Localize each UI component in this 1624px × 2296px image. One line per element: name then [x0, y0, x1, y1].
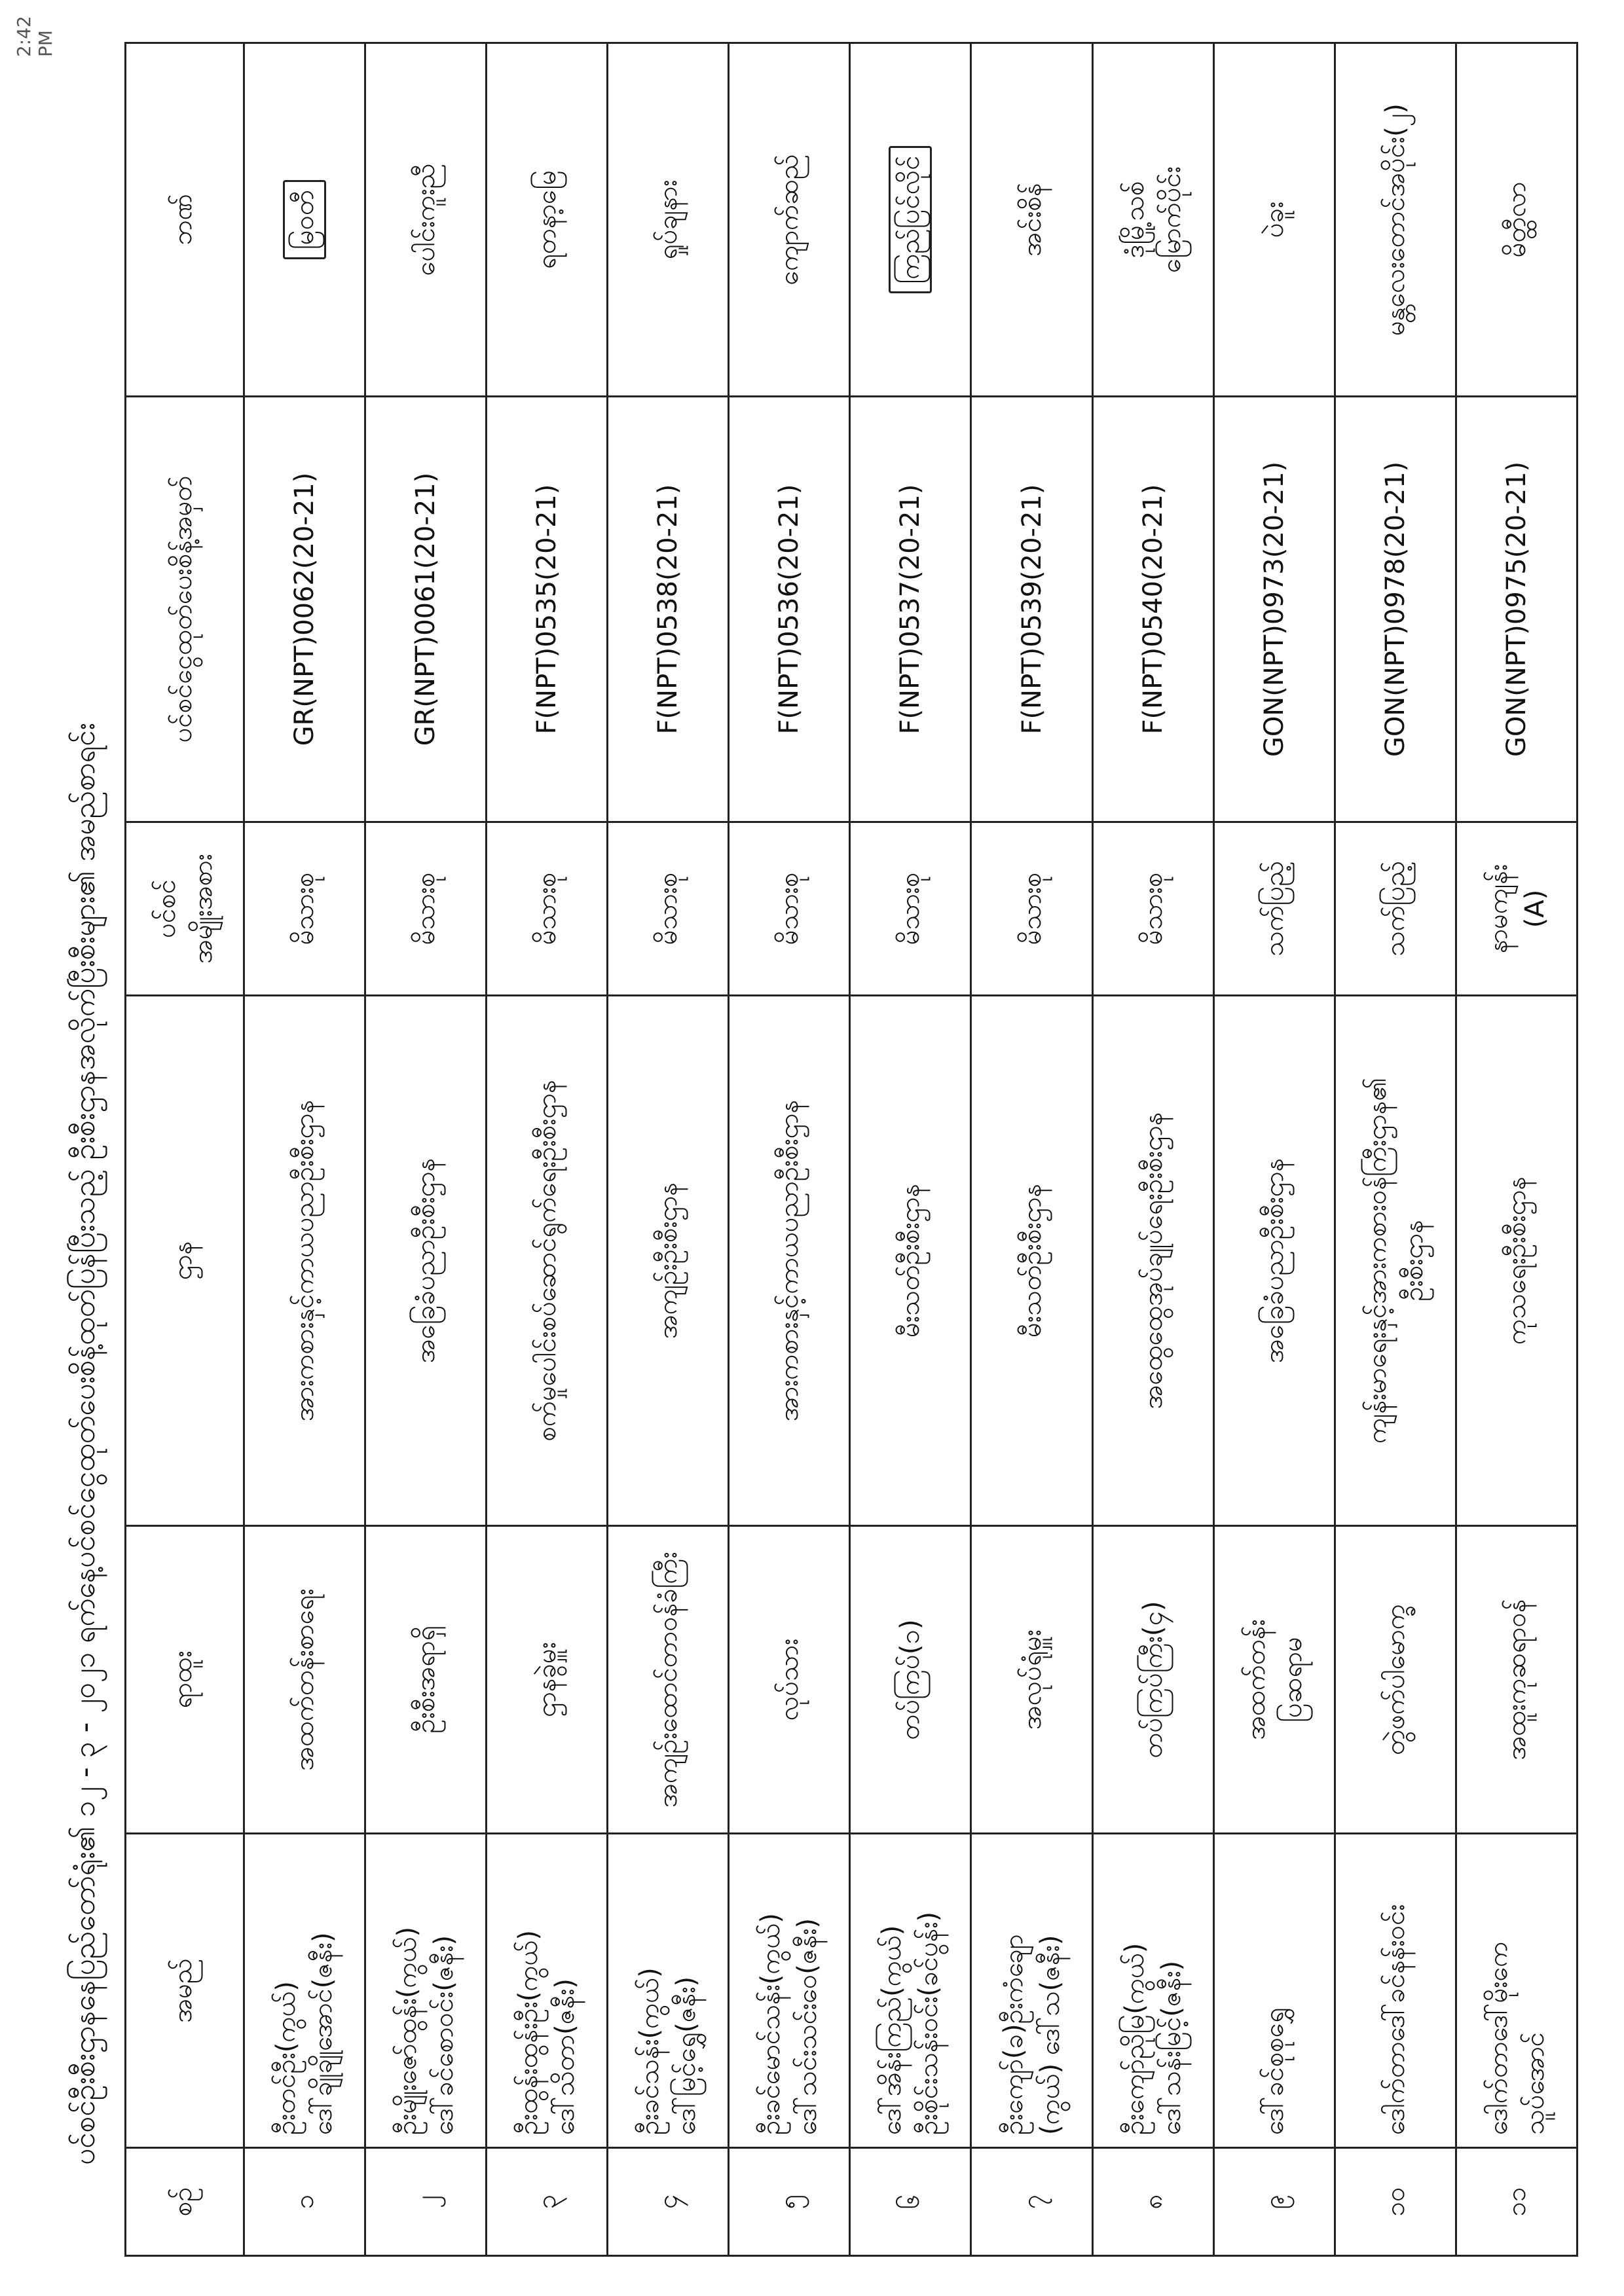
cell-rank-text: ဦးစီးအရာရှိ: [411, 1626, 441, 1734]
cell-bank: [1456, 43, 1577, 397]
cell-name-line: သူပ်အောင်: [1519, 2032, 1550, 2135]
cell-no-text: ၁၀: [1380, 2187, 1411, 2217]
header-no: စဉ်: [126, 2148, 244, 2256]
cell-department-text: ကုသရေးဦးစီးဌာန: [1501, 1176, 1532, 1345]
cell-pension-type: [850, 822, 971, 996]
pension-table: [124, 42, 1578, 2257]
cell-name: [1092, 1834, 1213, 2148]
cell-department: [244, 996, 365, 1526]
cell-pension-type-text: မိသားစု: [532, 872, 563, 945]
cell-department-text: အကျဉ်းဦးစီးဌာန: [653, 1182, 684, 1339]
table-row: [1456, 43, 1577, 2256]
cell-name-line: ဒေါက်တာဒေါ်မိုးကေ: [1483, 1941, 1513, 2135]
cell-rank: [608, 1526, 729, 1834]
cell-name-line: ဒေါက်တာဒေါ်ခင်နန်းဝင်း: [1380, 1904, 1411, 2135]
cell-name: [850, 1834, 971, 2148]
cell-name-line: ဒေါ်ချိုချိုအောင်(ဇနီး): [308, 1932, 339, 2135]
cell-bank-line: ဒုံမြို့သစ်: [1119, 181, 1150, 259]
cell-department-text: မီးသတ်ဦးစီးဌာန: [1016, 1184, 1047, 1338]
cell-order-no: [608, 397, 729, 822]
cell-rank-text: တပ်ကြပ်(၁): [895, 1619, 926, 1740]
cell-pension-type-text: မိသားစု: [411, 872, 441, 945]
cell-bank: [608, 43, 729, 397]
header-department: ဌာန: [126, 996, 244, 1526]
cell-name-line: ဦးစိုင်းသန်းဝင်း(ခင်ပွန်း): [913, 1911, 944, 2135]
cell-name-line: ဒေါ်သိတာ(ဇနီး): [550, 1978, 581, 2135]
cell-order-no-text: GR(NPT)0062(20-21): [289, 472, 320, 746]
cell-order-no: [971, 397, 1092, 822]
cell-rank-text: တွဲဖက်ပါမောက္ခ: [1380, 1604, 1411, 1755]
cell-name: [729, 1834, 850, 2148]
cell-name-line: ဦးမျိုးဇော်ထွန်း(ကွယ်): [392, 1926, 423, 2135]
cell-rank-text: အထက်တန်းစာရေး: [289, 1588, 320, 1771]
cell-department-text: စက်မှုပေါင်းစပ်ဆောင်ရွက်ရေးဦးစီးဌာန: [532, 1080, 563, 1442]
cell-order-no-text: GON(NPT)0975(20-21): [1501, 461, 1532, 757]
cell-rank-line: ပြဆရာမ: [1277, 1637, 1308, 1722]
header-order-no: ပင်စင်ငွေထုတ်ပေးစိန့်အမှတ်: [126, 397, 244, 822]
cell-name: [1456, 1834, 1577, 2148]
cell-name: [487, 1834, 608, 2148]
cell-order-no: [1335, 397, 1456, 822]
cell-name-line: ဦးခင်မောင်သန်း(ကွယ်): [756, 1913, 786, 2135]
cell-bank-text: ရတနာ့မြေ: [532, 170, 563, 270]
table-row: [1092, 43, 1213, 2256]
cell-pension-type: [729, 822, 850, 996]
cell-pension-type-text: မိသားစု: [289, 872, 320, 945]
cell-no-text: ၂: [411, 2195, 441, 2208]
cell-department-text: အခြေခံပညာဦးစီးဌာန: [411, 1157, 441, 1364]
cell-pension-type-text: မိသားစု: [1016, 872, 1047, 945]
cell-rank: [1213, 1526, 1335, 1834]
cell-name-line: ဒေါ်သန်းမြင့်(ဇနီး): [1156, 1960, 1187, 2135]
cell-pension-type-line: (A): [1519, 889, 1550, 928]
cell-department: [1456, 996, 1577, 1526]
cell-order-no: [1456, 397, 1577, 822]
cell-pension-type-text: မိသားစု: [774, 872, 805, 945]
cell-bank: [244, 43, 365, 397]
cell-department: [1092, 996, 1213, 1526]
table-row: [487, 43, 608, 2256]
cell-bank: [487, 43, 608, 397]
cell-pension-type-text: သက်ပြည့်: [1259, 861, 1289, 957]
header-name: အမည်: [126, 1834, 244, 2148]
cell-name-line: ဒေါ်ခင်စောဝင်း(ဇနီး): [429, 1935, 460, 2135]
cell-rank: [971, 1526, 1092, 1834]
cell-no: [487, 2148, 608, 2256]
cell-order-no: [1213, 397, 1335, 822]
cell-bank: [850, 43, 971, 397]
cell-bank: [365, 43, 487, 397]
cell-bank: [1335, 43, 1456, 397]
cell-order-no: [244, 397, 365, 822]
cell-department: [1335, 996, 1456, 1526]
cell-order-no: [729, 397, 850, 822]
cell-department-text: မီးသတ်ဦးစီးဌာန: [895, 1184, 926, 1338]
table-header-row: [126, 43, 244, 2256]
header-rank: ရာထူး: [126, 1526, 244, 1834]
cell-no: [1213, 2148, 1335, 2256]
cell-bank: [729, 43, 850, 397]
cell-rank: [729, 1526, 850, 1834]
cell-rank-text: တပ်ကြပ်ကြီး(၄): [1137, 1601, 1168, 1758]
cell-name: [971, 1834, 1092, 2148]
cell-name: [365, 1834, 487, 2148]
cell-rank: [850, 1526, 971, 1834]
cell-no: [1335, 2148, 1456, 2256]
cell-pension-type: [971, 822, 1092, 996]
cell-name-line: ဦးကျော်(ခ)ဦးကံချော: [998, 1934, 1029, 2135]
cell-rank: [1456, 1526, 1577, 1834]
cell-name-line: ဦးခင်သန်း(ကွယ်): [635, 1967, 665, 2135]
cell-name-line: ဦးကျော်ညိုမြ(ကွယ်): [1119, 1942, 1150, 2135]
cell-name-line: ဦးထွန်းထွန်းဦး(ကွယ်): [513, 1930, 544, 2135]
cell-no-text: ၉: [1259, 2194, 1289, 2210]
cell-pension-type-text: မိသားစု: [653, 872, 684, 945]
cell-pension-type: [1335, 822, 1456, 996]
cell-department: [1213, 996, 1335, 1526]
header-pension-type: [126, 822, 244, 996]
cell-rank: [365, 1526, 487, 1834]
cell-pension-type: [1456, 822, 1577, 996]
cell-no-text: ၅: [774, 2194, 805, 2210]
table-row: [244, 43, 365, 2256]
cell-order-no: [1092, 397, 1213, 822]
cell-bank: [971, 43, 1092, 397]
cell-name-line: ဒေါ်သင်းသင်းဝေ(ဇနီး): [792, 1918, 823, 2135]
cell-no: [729, 2148, 850, 2256]
header-pension-type-line: အမျိုးအစား: [188, 854, 218, 964]
cell-department-text: အားကစားနှင့်ကာယပညာဦးစီးဌာန: [289, 1099, 320, 1422]
document-title: ပင်စင်ဦးစီးဌာနနေပြည်တော်ရုံး၏ ၁၂ - ၃ - ၂၀၂၁ ရက်နေ့ပင်စင်ငွေထုတ်ပေးစိန့်ထုတ်ပြန်ပြီးသည့် ဦးစီးဌာနအလိုက်ပြီးစီးများ၏ အမည်စာရင်း: [68, 723, 101, 2165]
cell-no: [1092, 2148, 1213, 2256]
cell-rank-text: ဌာနခွဲမှူး: [532, 1642, 563, 1717]
cell-department: [365, 996, 487, 1526]
cell-pension-type: [244, 822, 365, 996]
header-bank: ဘဏ်: [126, 43, 244, 397]
cell-bank-text: မိတ္ထီလာ: [1501, 181, 1532, 258]
table-row: [729, 43, 850, 2256]
cell-bank-text: ရှုပ်ချနား: [653, 179, 684, 260]
cell-pension-type-text: မိသားစု: [1137, 872, 1168, 945]
cell-rank: [1092, 1526, 1213, 1834]
cell-name-line: ဒေါ်ခင်စုစုရွှေ: [1259, 2007, 1289, 2135]
cell-no: [850, 2148, 971, 2256]
cell-name: [1335, 1834, 1456, 2148]
cell-name: [244, 1834, 365, 2148]
cell-order-no-text: F(NPT)0538(20-21): [653, 484, 684, 735]
cell-bank-text: ကျောက်ဆည်: [774, 154, 805, 285]
cell-bank-text: မန္တလေးတောင်အပိုင်း(၂): [1380, 103, 1411, 336]
cell-no: [1456, 2148, 1577, 2256]
cell-department: [487, 996, 608, 1526]
cell-rank-text: အကျဉ်းထောင်တာဝန်ခံကြီး: [653, 1552, 684, 1808]
cell-department-text: အထွေထွေအုပ်ချုပ်ရေးဦးစီးဌာန: [1137, 1112, 1168, 1410]
table-row: [971, 43, 1092, 2256]
cell-department: [729, 996, 850, 1526]
cell-no-text: ၈: [1137, 2194, 1168, 2210]
cell-rank-text: အထူးကုဆရာဝန်: [1501, 1599, 1532, 1760]
cell-order-no: [365, 397, 487, 822]
cell-department-text: အခြေခံပညာဦးစီးဌာန: [1259, 1157, 1289, 1364]
cell-order-no-text: F(NPT)0540(20-21): [1137, 484, 1168, 735]
cell-name-line: (ကွယ်) ဒေါ်သ(ဇနီး): [1035, 1935, 1065, 2135]
cell-no-text: ၁: [289, 2194, 320, 2210]
cell-no-text: ၇: [1016, 2194, 1047, 2210]
cell-no: [608, 2148, 729, 2256]
cell-no-text: ၁၁: [1501, 2187, 1532, 2217]
print-timestamp: 2:42 PM: [13, 16, 56, 57]
cell-rank: [487, 1526, 608, 1834]
cell-name-line: ဒေါ်မြင့်ရွှေ(ဇနီး): [671, 1976, 702, 2135]
cell-order-no-text: GON(NPT)0973(20-21): [1259, 461, 1289, 757]
cell-department: [971, 996, 1092, 1526]
cell-name: [608, 1834, 729, 2148]
cell-pension-type: [487, 822, 608, 996]
cell-order-no-text: GON(NPT)0978(20-21): [1380, 461, 1411, 757]
cell-bank-text: ပဲခူး: [1259, 201, 1289, 238]
cell-rank-text: အလုပ်ရုံမှူး: [1016, 1630, 1047, 1730]
cell-bank-line: မြောက်ပိုင်း: [1156, 166, 1187, 273]
cell-pension-type-text: မိသားစု: [895, 872, 926, 945]
cell-department-line: ကျန်းမာရေးနှင့်အားကစားဝန်ကြီးဌာန၏: [1361, 1077, 1392, 1444]
cell-no: [365, 2148, 487, 2256]
cell-order-no-text: F(NPT)0539(20-21): [1016, 484, 1047, 735]
cell-no-text: ၆: [895, 2194, 926, 2210]
cell-name-line: ဒေါ်အိန်းကြည်(ကွယ်): [877, 1925, 908, 2135]
cell-pension-type: [365, 822, 487, 996]
table-row: [850, 43, 971, 2256]
cell-rank: [1335, 1526, 1456, 1834]
cell-name-line: ဦးတင်ဦး(ကွယ်): [271, 1981, 302, 2135]
cell-no-text: ၄: [653, 2194, 684, 2210]
cell-order-no-text: F(NPT)0537(20-21): [895, 484, 926, 735]
cell-no-text: ၃: [532, 2194, 563, 2210]
cell-pension-type: [1213, 822, 1335, 996]
cell-name: [1213, 1834, 1335, 2148]
cell-bank: [1213, 43, 1335, 397]
cell-pension-type: [608, 822, 729, 996]
cell-department-line: ဦးစီးဌာန: [1398, 1220, 1429, 1302]
cell-department: [608, 996, 729, 1526]
cell-pension-type-text: သက်ပြည့်: [1380, 861, 1411, 957]
table-row: [1335, 43, 1456, 2256]
cell-order-no: [850, 397, 971, 822]
cell-pension-type: [1092, 822, 1213, 996]
cell-rank-line: အထက်တန်း: [1240, 1619, 1271, 1740]
cell-order-no-text: GR(NPT)0061(20-21): [411, 472, 441, 746]
cell-department: [850, 996, 971, 1526]
cell-rank: [244, 1526, 365, 1834]
cell-bank-text: ကြည်ပြင်လိုင်: [889, 146, 932, 294]
cell-bank-text: ပေါင်းကူးညီ: [411, 163, 441, 276]
cell-order-no-text: F(NPT)0536(20-21): [774, 484, 805, 735]
cell-pension-type-line: နာမကျန်း: [1483, 864, 1513, 954]
header-pension-type-line: ပင်စင်: [151, 879, 181, 938]
cell-department-text: အားကစားနှင့်ကာယပညာဦးစီးဌာန: [774, 1099, 805, 1422]
table-row: [365, 43, 487, 2256]
cell-bank-text: မြဝတီ: [283, 180, 326, 259]
table-row: [608, 43, 729, 2256]
cell-bank-text: အင်းစိန်: [1016, 183, 1047, 257]
cell-bank: [1092, 43, 1213, 397]
cell-order-no-text: F(NPT)0535(20-21): [532, 484, 563, 735]
cell-order-no: [487, 397, 608, 822]
table-row: [1213, 43, 1335, 2256]
cell-no: [971, 2148, 1092, 2256]
cell-no: [244, 2148, 365, 2256]
cell-rank-text: လုပ်သား: [774, 1638, 805, 1721]
